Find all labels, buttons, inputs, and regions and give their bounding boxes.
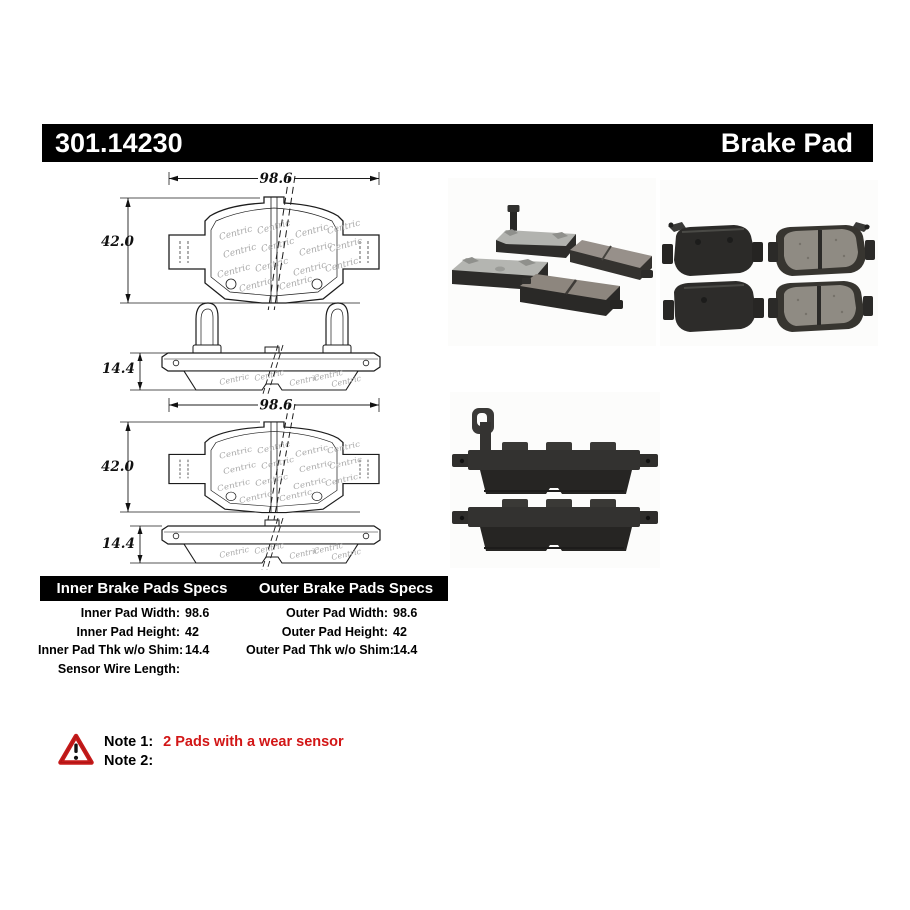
spec-value: 98.6: [185, 606, 210, 621]
photo-pads-perspective: [448, 178, 656, 346]
spec-value: 14.4: [393, 643, 418, 658]
spec-row-inner-height: [38, 623, 248, 642]
spec-label: Outer Pad Height:: [281, 624, 388, 639]
spec-table-header: [40, 576, 448, 601]
note-1: [104, 734, 344, 753]
note-1-text: 2 Pads with a wear sensor: [163, 734, 344, 750]
notes-section: [104, 734, 344, 772]
header-bar: [42, 124, 873, 162]
inner-specs-table: [38, 604, 248, 678]
pad-backing-bottom-left: [663, 281, 764, 332]
height-dimension: 42.0: [101, 234, 134, 250]
spec-row-outer-thickness: [246, 641, 456, 660]
spec-label: Inner Pad Width:: [80, 606, 180, 621]
product-type-title: Brake Pad: [720, 127, 853, 158]
spec-label: Sensor Wire Length:: [57, 661, 180, 676]
outer-specs-title: Outer Brake Pads Specs: [258, 580, 434, 597]
spec-value: 42: [185, 624, 199, 639]
spec-row-outer-width: [246, 604, 456, 623]
drawing-front-view-top: [100, 166, 395, 310]
spec-value: 14.4: [185, 643, 210, 658]
spec-row-inner-width: [38, 604, 248, 623]
inner-specs-title: Inner Brake Pads Specs: [56, 580, 228, 597]
thickness-dimension: 14.4: [102, 361, 135, 377]
drawing-edge-view-clips: [100, 297, 395, 396]
spec-row-sensor-wire-length: [38, 660, 248, 679]
drawing-front-view-bottom: [100, 394, 395, 520]
warning-icon: [58, 733, 94, 767]
width-dimension: 98.6: [259, 171, 293, 187]
spec-label: Outer Pad Thk w/o Shim:: [246, 643, 394, 658]
spec-row-inner-thickness: [38, 641, 248, 660]
drawing-edge-view-plain: [100, 518, 395, 570]
note-2-label: Note 2:: [104, 753, 154, 769]
pad-friction-top-right: [768, 222, 875, 276]
width-dimension: 98.6: [259, 397, 293, 414]
spec-row-outer-height: [246, 623, 456, 642]
spec-label: Inner Pad Height:: [76, 624, 180, 639]
part-number: 301.14230: [55, 127, 183, 158]
spec-label: Outer Pad Width:: [286, 606, 388, 621]
photo-pads-flat: [660, 180, 878, 346]
note-1-label: Note 1:: [104, 734, 154, 750]
photo-pads-edge: [450, 392, 660, 568]
thickness-dimension: 14.4: [102, 536, 135, 552]
spec-value: 42: [393, 624, 407, 639]
height-dimension: 42.0: [101, 459, 134, 475]
outer-specs-table: [246, 604, 456, 660]
pad-friction-bottom-right: [768, 281, 873, 332]
spec-value: 98.6: [393, 606, 418, 621]
spec-label: Inner Pad Thk w/o Shim:: [38, 643, 184, 658]
note-2: [104, 753, 344, 772]
